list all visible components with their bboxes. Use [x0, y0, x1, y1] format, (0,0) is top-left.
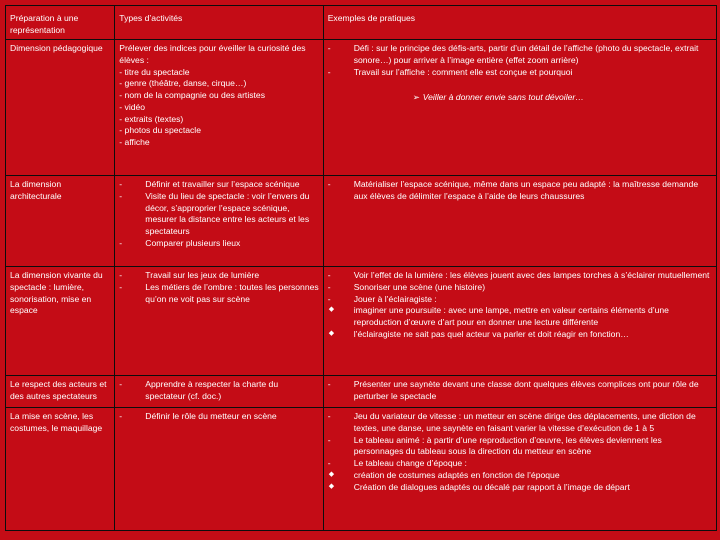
activities-list [119, 179, 318, 249]
activity-line: - genre (théâtre, danse, cirque…) [119, 78, 247, 89]
list-item: - Définir le rôle du metteur en scène [119, 411, 277, 422]
dash-marker: - [327, 458, 331, 469]
activity-line: - titre du spectacle [119, 66, 190, 77]
examples-list [328, 43, 712, 78]
list-item: - Sonoriser une scène (une histoire) [327, 282, 486, 293]
dash-marker: - [327, 411, 331, 422]
list-item: - Les métiers de l’ombre : toutes les personnes qu’on ne voit pas sur scène [119, 282, 319, 304]
dash-marker: - [327, 270, 331, 281]
activities-cell [115, 376, 323, 408]
arrow-note: ➢ Veiller à donner envie sans tout dévoiler… [412, 92, 584, 103]
activities-list [119, 379, 318, 402]
examples-cell [323, 267, 716, 376]
activities-cell [115, 40, 323, 176]
dash-marker: - [327, 379, 331, 390]
list-item: - Matérialiser l’espace scénique, même dans un espace peu adapté : la maîtresse demande aux élèves de délimiter l’espace à l’aide de leurs chaussures [327, 179, 699, 202]
dash-marker: - [119, 379, 123, 390]
examples-list [328, 379, 712, 402]
examples-list [328, 179, 712, 202]
examples-cell [323, 376, 716, 408]
examples-cell [323, 40, 716, 176]
dash-marker: - [119, 270, 123, 281]
list-item: - Définir et travailler sur l’espace scénique [119, 179, 300, 190]
table-row [6, 267, 717, 376]
list-item: - Le tableau change d’époque : [327, 458, 467, 469]
list-item: - Défi : sur le principe des défis-arts, partir d’un détail de l’affiche (photo du spectacle, extrait sonore…) pour arriver à l’image entière (effet zoom arrière) [327, 43, 699, 66]
dash-marker: - [327, 434, 331, 445]
activities-cell [115, 176, 323, 267]
activities-table [5, 5, 717, 531]
header-preparation: Préparation à une représentation [6, 6, 115, 40]
dash-marker: - [119, 411, 123, 422]
diamond-bullet-icon: ◆ [328, 470, 335, 478]
dimension-cell: La dimension architecturale [6, 176, 115, 267]
table-row [6, 40, 717, 176]
examples-list [328, 411, 712, 493]
dash-marker: - [119, 237, 123, 248]
dash-marker: - [327, 43, 331, 54]
examples-cell [323, 176, 716, 267]
arrow-bullet-icon: ➢ [412, 92, 420, 103]
activity-line: - extraits (textes) [119, 113, 184, 124]
dimension-cell: Dimension pédagogique [6, 40, 115, 176]
list-item: ◆ création de costumes adaptés en fonction de l’époque [328, 469, 560, 480]
list-item: - Voir l’effet de la lumière : les élèves jouent avec des lampes torches à s’éclairer mutuellement [327, 270, 710, 281]
diamond-bullet-icon: ◆ [328, 482, 335, 490]
list-item: ◆ imaginer une poursuite : avec une lampe, mettre en valeur certains éléments d’une reproduction d’œuvre d’art pour en donner une lecture différente [328, 305, 669, 328]
dimension-cell: La mise en scène, les costumes, le maquillage [6, 408, 115, 531]
activity-line: Prélever des indices pour éveiller la curiosité des élèves : [119, 43, 306, 66]
dimension-cell: Le respect des acteurs et des autres spectateurs [6, 376, 115, 408]
diamond-bullet-icon: ◆ [328, 329, 335, 337]
list-item: ◆ l’éclairagiste ne sait pas quel acteur va parler et doit réagir en fonction… [328, 328, 629, 339]
header-activity-types: Types d’activités [115, 6, 323, 40]
activities-cell [115, 267, 323, 376]
dash-marker: - [119, 191, 123, 202]
dash-marker: - [327, 282, 331, 293]
activity-line: - photos du spectacle [119, 125, 201, 136]
activity-line: - nom de la compagnie ou des artistes [119, 90, 265, 101]
diamond-bullet-icon: ◆ [328, 306, 335, 314]
header-row [6, 6, 717, 40]
list-item: - Travail sur l’affiche : comment elle est conçue et pourquoi [327, 66, 573, 77]
dash-marker: - [327, 293, 331, 304]
activity-line: - vidéo [119, 101, 146, 112]
dash-marker: - [327, 66, 331, 77]
dash-marker: - [327, 179, 331, 190]
activities-cell [115, 408, 323, 531]
list-item: - Visite du lieu de spectacle : voir l’envers du décor, s’approprier l’espace scénique, mesurer la distance entre les acteurs et les spectateurs [119, 191, 310, 237]
list-item: - Le tableau animé : à partir d’une reproduction d’œuvre, les élèves deviennent les personnages du tableau sous la direction du metteur en scène [327, 434, 662, 457]
list-item: - Jeu du variateur de vitesse : un metteur en scène dirige des déplacements, une diction de textes, une danse, une saynète en faisant varier la vitesse d’exécution de 1 à 5 [327, 411, 696, 434]
header-practice-examples: Exemples de pratiques [323, 6, 716, 40]
list-item: - Jouer à l’éclairagiste : [327, 293, 437, 304]
dash-marker: - [119, 282, 123, 293]
table-row [6, 176, 717, 267]
list-item: - Comparer plusieurs lieux [119, 237, 241, 248]
table-row [6, 408, 717, 531]
list-item: ◆ Création de dialogues adaptés ou décalé par rapport à l’image de départ [328, 481, 630, 492]
table-row [6, 376, 717, 408]
activities-list [119, 270, 318, 305]
list-item: - Apprendre à respecter la charte du spectateur (cf. doc.) [119, 379, 279, 402]
dash-marker: - [119, 179, 123, 190]
dimension-cell: La dimension vivante du spectacle : lumière, sonorisation, mise en espace [6, 267, 115, 376]
list-item: - Travail sur les jeux de lumière [119, 270, 260, 281]
examples-list [328, 270, 712, 340]
activities-list [119, 411, 318, 423]
activity-line: - affiche [119, 136, 150, 147]
examples-cell [323, 408, 716, 531]
list-item: - Présenter une saynète devant une classe dont quelques élèves complices ont pour rôle de perturber le spectacle [327, 379, 699, 402]
